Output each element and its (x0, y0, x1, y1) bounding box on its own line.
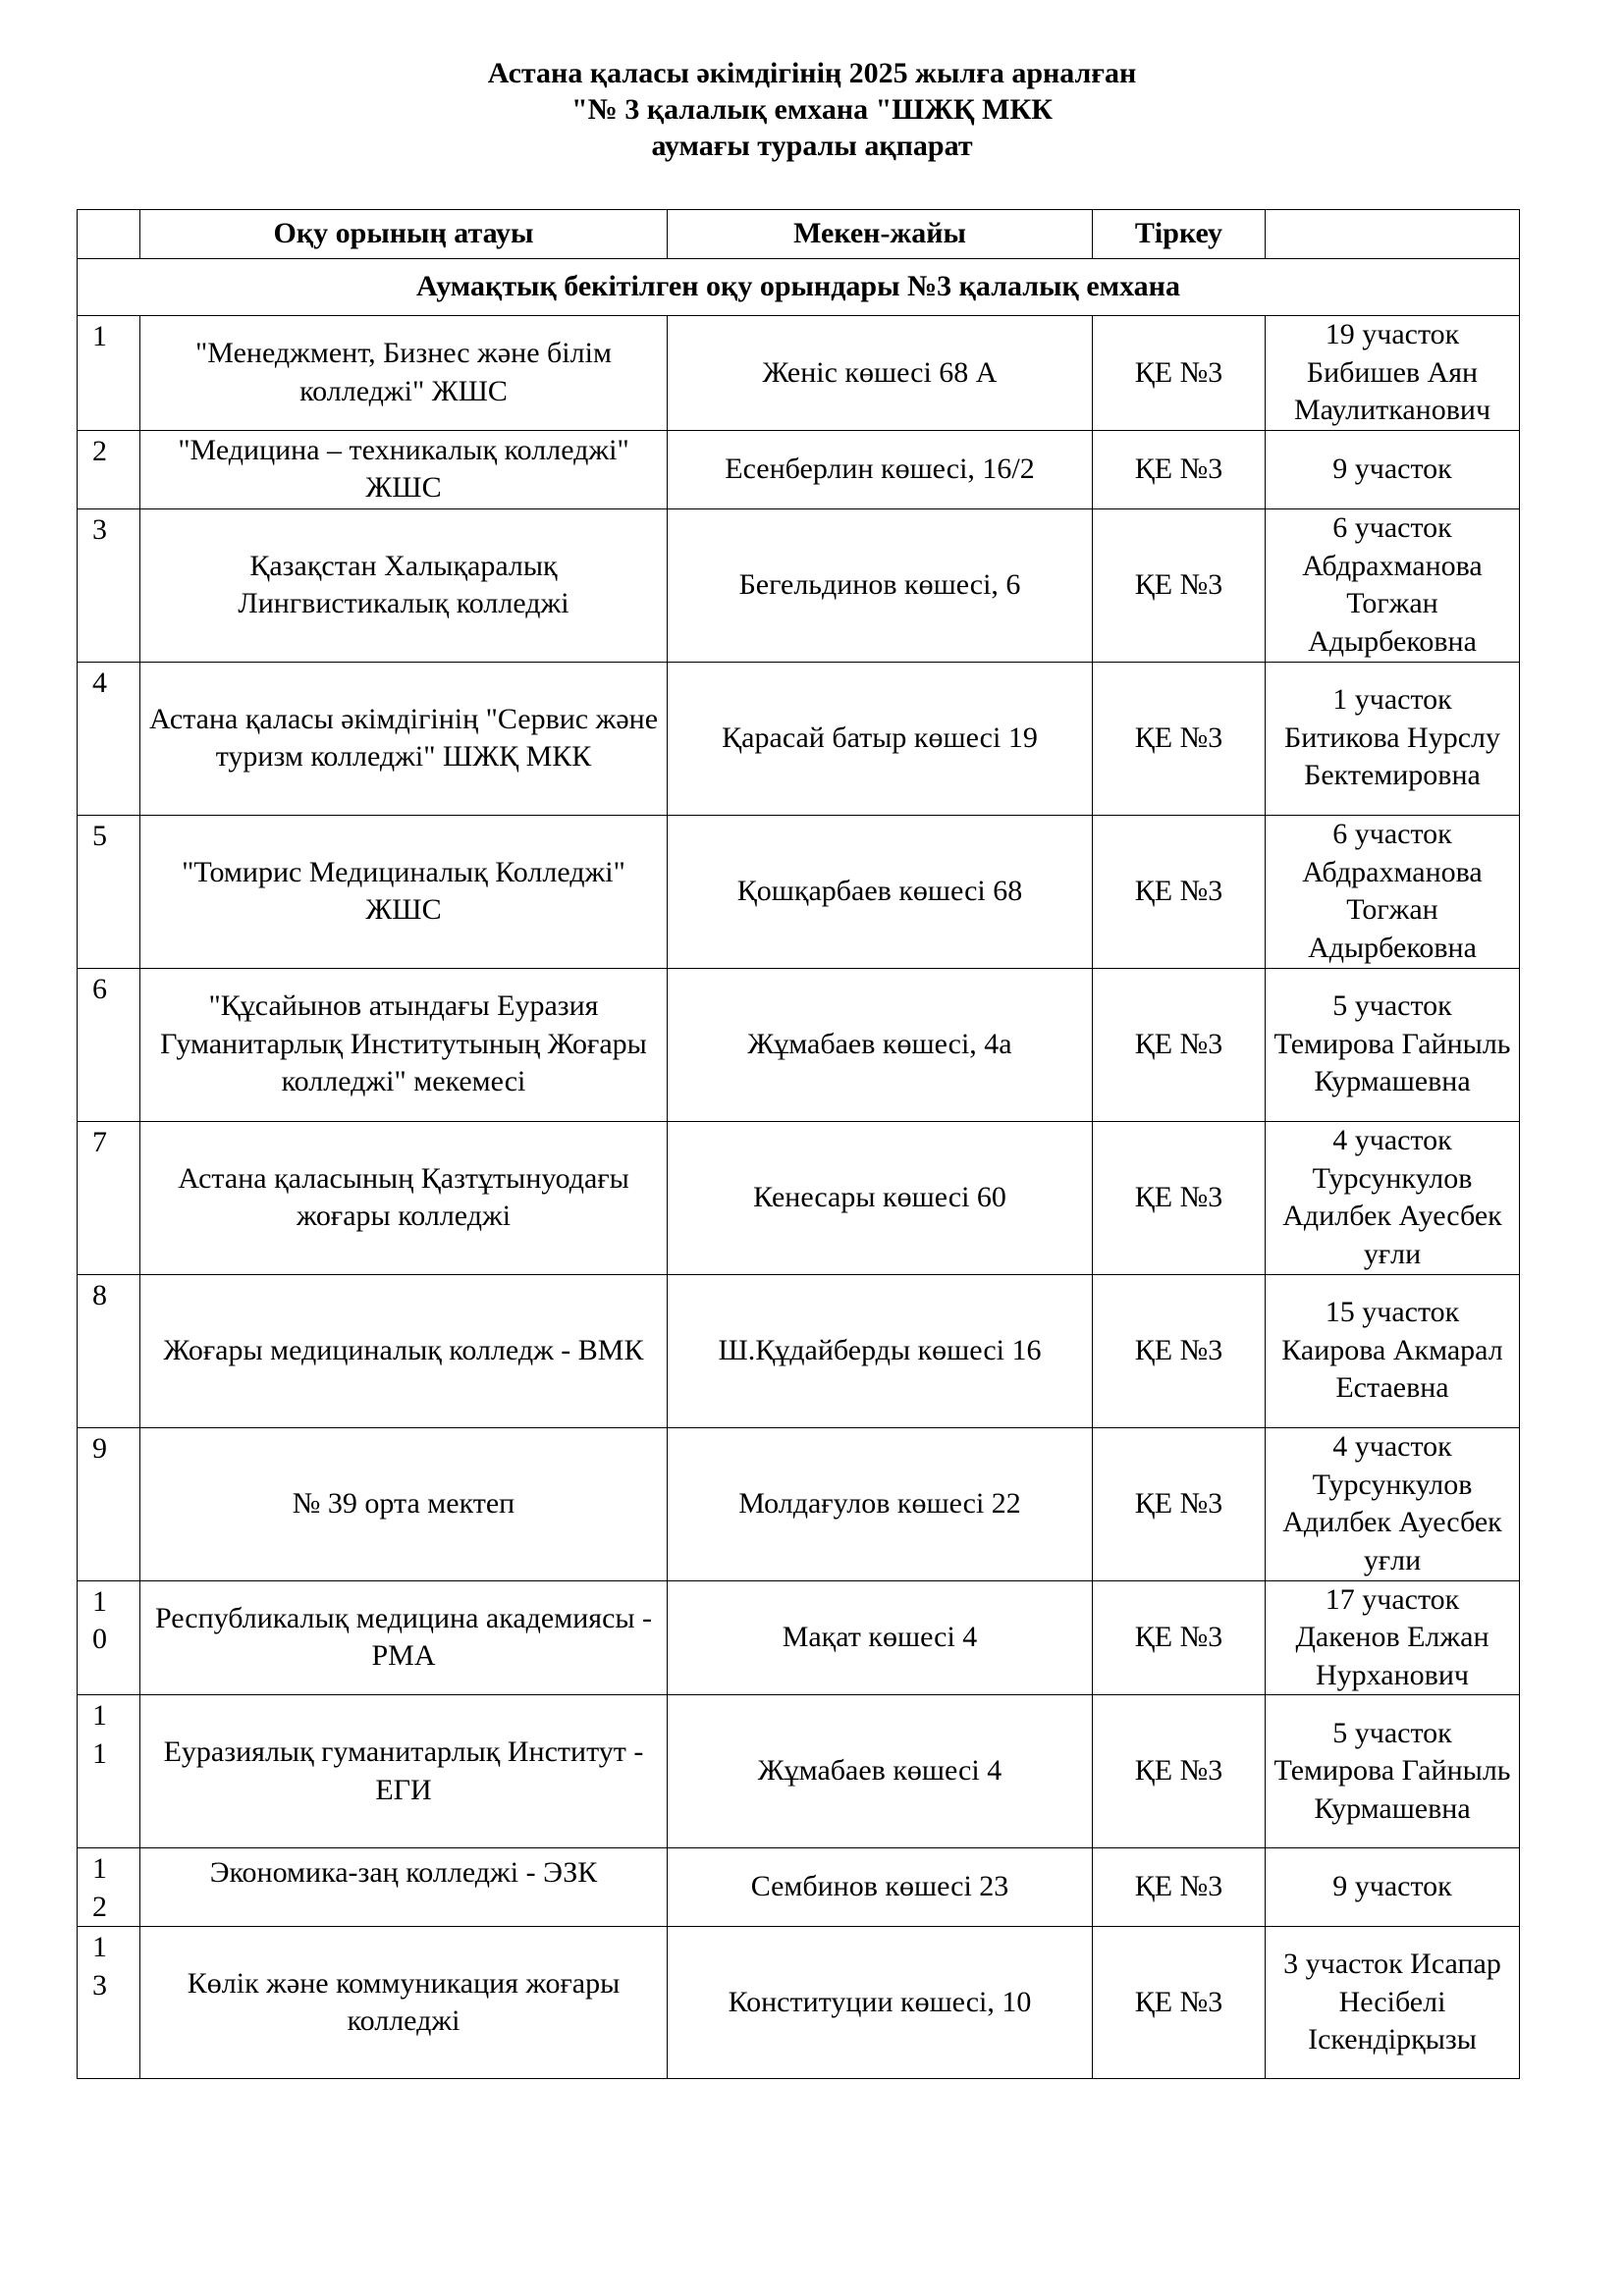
area: 1 участок Битикова Нурслу Бектемировна (1266, 662, 1520, 815)
institution-name: Көлік және коммуникация жоғары колледжі (140, 1927, 668, 2079)
area: 19 участок Бибишев Аян Маулитканович (1266, 316, 1520, 431)
area: 5 участок Темирова Гайныль Курмашевна (1266, 1695, 1520, 1848)
section-row (78, 259, 1520, 316)
table-row (78, 1580, 1520, 1695)
area: 9 участок (1266, 430, 1520, 508)
institution-name: Қазақстан Халықаралық Лингвистикалық колледжі (140, 508, 668, 662)
table-row (78, 815, 1520, 968)
row-number: 7 (78, 1121, 140, 1274)
row-number: 1 (78, 316, 140, 431)
area: 15 участок Каирова Акмарал Естаевна (1266, 1274, 1520, 1427)
title-line-3: аумағы туралы ақпарат (651, 130, 973, 162)
table-row (78, 430, 1520, 508)
address: Жұмабаев көшесі, 4а (668, 968, 1093, 1121)
institution-name: Еуразиялық гуманитарлық Институт - ЕГИ (140, 1695, 668, 1848)
institution-name: "Томирис Медициналық Колледжі" ЖШС (140, 815, 668, 968)
header-area (1266, 210, 1520, 259)
row-number: 13 (78, 1927, 140, 2079)
table-row (78, 662, 1520, 815)
registration: ҚЕ №3 (1093, 430, 1266, 508)
address: Есенберлин көшесі, 16/2 (668, 430, 1093, 508)
header-institution-name: Оқу орының атауы (140, 210, 668, 259)
table-header-row (78, 210, 1520, 259)
row-number: 6 (78, 968, 140, 1121)
table-row (78, 1121, 1520, 1274)
row-number: 12 (78, 1848, 140, 1927)
registration: ҚЕ №3 (1093, 508, 1266, 662)
area: 4 участок Турсункулов Адилбек Ауесбек уғли (1266, 1427, 1520, 1580)
address: Жұмабаев көшесі 4 (668, 1695, 1093, 1848)
title-line-1: Астана қаласы әкімдігінің 2025 жылға арналған (487, 57, 1137, 89)
header-registration: Тіркеу (1093, 210, 1266, 259)
registration: ҚЕ №3 (1093, 1927, 1266, 2079)
registration: ҚЕ №3 (1093, 1121, 1266, 1274)
registration: ҚЕ №3 (1093, 1695, 1266, 1848)
address: Молдағулов көшесі 22 (668, 1427, 1093, 1580)
area: 3 участок Исапар Несібелі Іскендірқызы (1266, 1927, 1520, 2079)
row-number: 3 (78, 508, 140, 662)
registration: ҚЕ №3 (1093, 1580, 1266, 1695)
registration: ҚЕ №3 (1093, 662, 1266, 815)
institution-name: Астана қаласының Қазтұтынуодағы жоғары колледжі (140, 1121, 668, 1274)
table-row (78, 1848, 1520, 1927)
institution-name: № 39 орта мектеп (140, 1427, 668, 1580)
registration: ҚЕ №3 (1093, 815, 1266, 968)
institution-name: Экономика-заң колледжі - ЭЗК (140, 1848, 668, 1927)
header-number (78, 210, 140, 259)
address: Конституции көшесі, 10 (668, 1927, 1093, 2079)
table-row (78, 316, 1520, 431)
table-row (78, 1927, 1520, 2079)
institution-name: Астана қаласы әкімдігінің "Сервис және туризм колледжі" ШЖҚ МКК (140, 662, 668, 815)
area: 6 участок Абдрахманова Тогжан Адырбековна (1266, 815, 1520, 968)
table-row (78, 968, 1520, 1121)
address: Кенесары көшесі 60 (668, 1121, 1093, 1274)
area: 9 участок (1266, 1848, 1520, 1927)
institution-name: "Құсайынов атындағы Еуразия Гуманитарлық Институтының Жоғары колледжі" мекемесі (140, 968, 668, 1121)
row-number: 4 (78, 662, 140, 815)
row-number: 5 (78, 815, 140, 968)
address: Қарасай батыр көшесі 19 (668, 662, 1093, 815)
institution-name: Жоғары медициналық колледж - ВМК (140, 1274, 668, 1427)
institutions-table (77, 209, 1520, 2079)
registration: ҚЕ №3 (1093, 968, 1266, 1121)
row-number: 9 (78, 1427, 140, 1580)
address: Бегельдинов көшесі, 6 (668, 508, 1093, 662)
header-address: Мекен-жайы (668, 210, 1093, 259)
table-row (78, 1427, 1520, 1580)
address: Сембинов көшесі 23 (668, 1848, 1093, 1927)
address: Қошқарбаев көшесі 68 (668, 815, 1093, 968)
table-row (78, 1274, 1520, 1427)
area: 6 участок Абдрахманова Тогжан Адырбековна (1266, 508, 1520, 662)
row-number: 10 (78, 1580, 140, 1695)
registration: ҚЕ №3 (1093, 1427, 1266, 1580)
address: Женіс көшесі 68 А (668, 316, 1093, 431)
row-number: 11 (78, 1695, 140, 1848)
address: Ш.Құдайберды көшесі 16 (668, 1274, 1093, 1427)
address: Мақат көшесі 4 (668, 1580, 1093, 1695)
institution-name: Республикалық медицина академиясы - РМА (140, 1580, 668, 1695)
table-row (78, 508, 1520, 662)
institution-name: "Медицина – техникалық колледжі" ЖШС (140, 430, 668, 508)
row-number: 8 (78, 1274, 140, 1427)
institution-name: "Менеджмент, Бизнес және білім колледжі" ЖШС (140, 316, 668, 431)
area: 17 участок Дакенов Елжан Нурханович (1266, 1580, 1520, 1695)
document-title (0, 55, 1624, 164)
row-number: 2 (78, 430, 140, 508)
registration: ҚЕ №3 (1093, 1274, 1266, 1427)
area: 5 участок Темирова Гайныль Курмашевна (1266, 968, 1520, 1121)
section-title: Аумақтық бекітілген оқу орындары №3 қалалық емхана (78, 259, 1520, 316)
registration: ҚЕ №3 (1093, 1848, 1266, 1927)
title-line-2: "№ 3 қалалық емхана "ШЖҚ МКК (571, 93, 1053, 126)
table-row (78, 1695, 1520, 1848)
area: 4 участок Турсункулов Адилбек Ауесбек уғли (1266, 1121, 1520, 1274)
registration: ҚЕ №3 (1093, 316, 1266, 431)
